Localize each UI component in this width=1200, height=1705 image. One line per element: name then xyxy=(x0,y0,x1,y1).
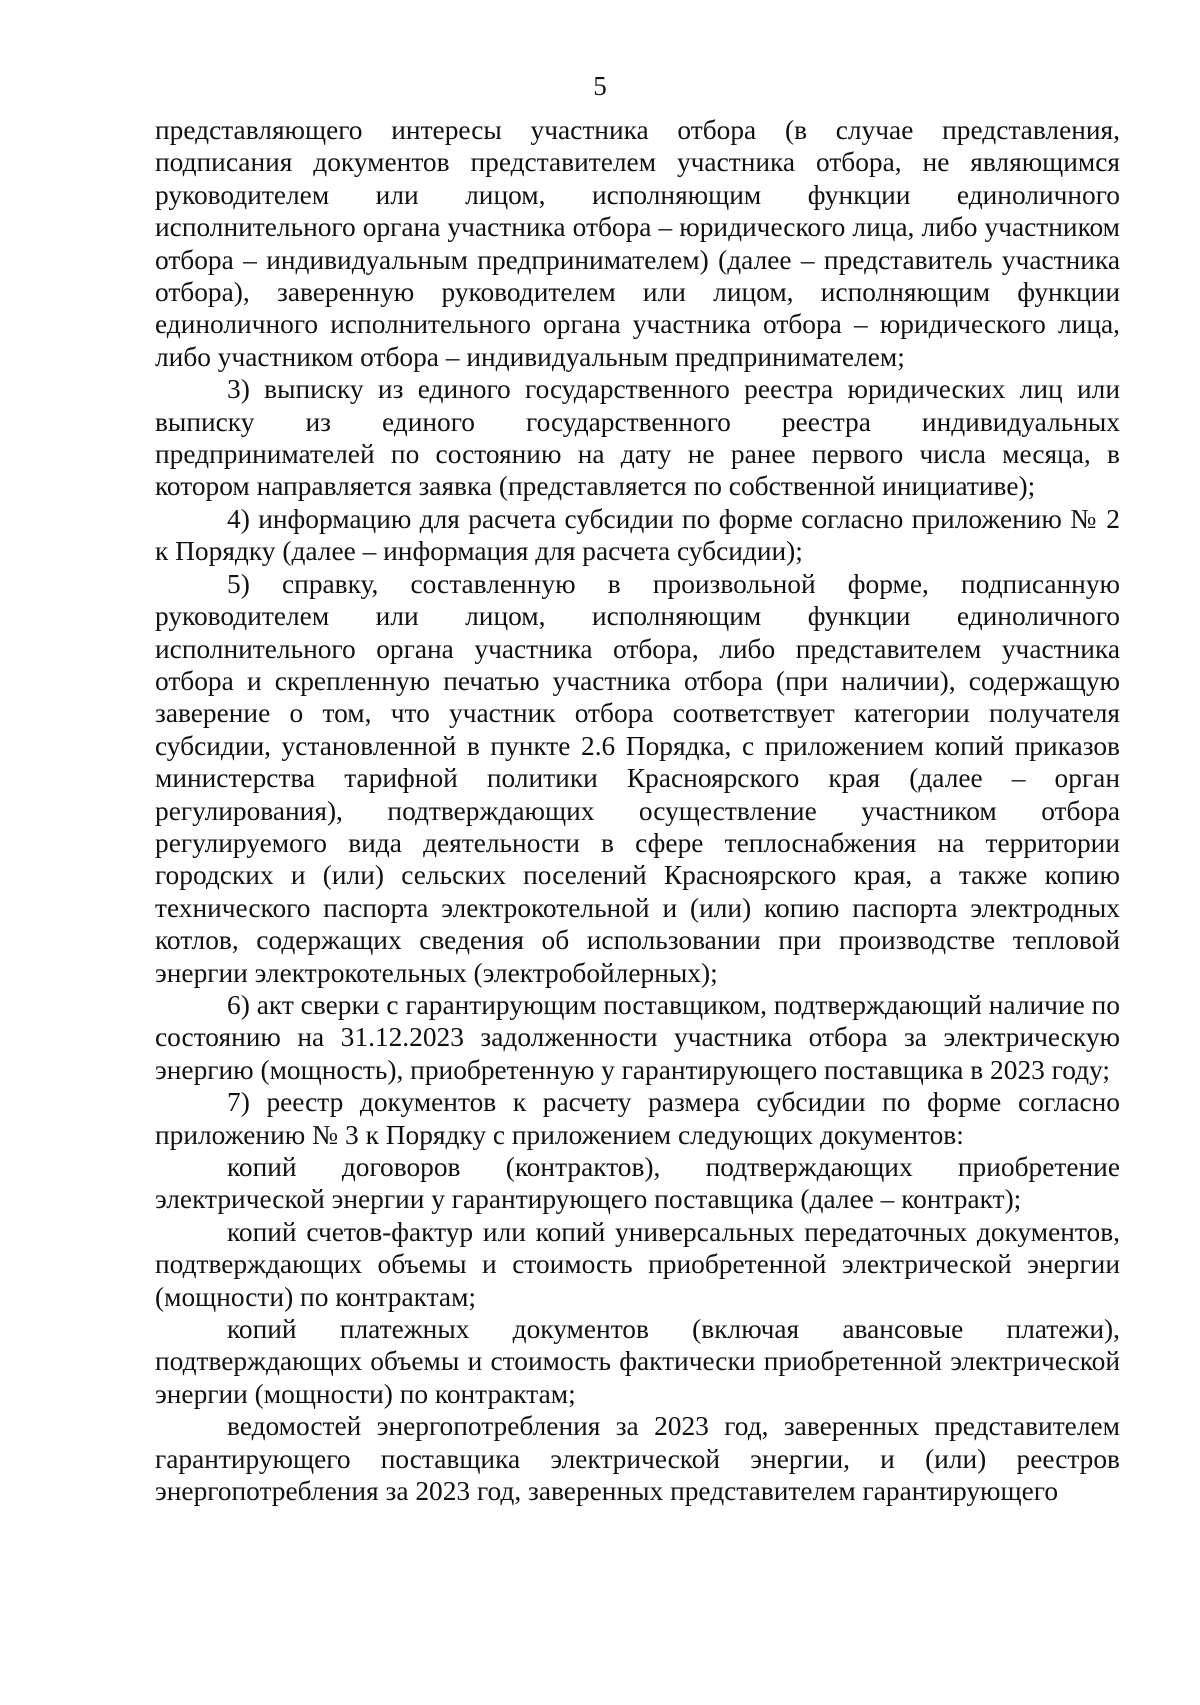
list-item-7: 7) реестр документов к расчету размера субсидии по форме согласно приложению № 3 к Порядку с приложением следующих документов: xyxy=(155,1087,1120,1150)
paragraph-continuation: представляющего интересы участника отбора (в случае представления, подписания документов представителем участника отбора, не являющимся руководителем или лицом, исполняющим функции единоличного исполнительного органа участника отбора – юридического лица, либо участником отбора – индивидуальным предпринимателем) (далее – представитель участника отбора), заверенную руководителем или лицом, исполняющим функции единоличного исполнительного органа участника отбора – юридического лица, либо участником отбора – индивидуальным предпринимателем; xyxy=(155,115,1120,372)
list-item-4: 4) информацию для расчета субсидии по форме согласно приложению № 2 к Порядку (далее – информация для расчета субсидии); xyxy=(155,503,1120,567)
list-item-6: 6) акт сверки с гарантирующим поставщиком, подтверждающий наличие по состоянию на 31.12.2023 задолженности участника отбора за электрическую энергию (мощность), приобретенную у гарантирующего поставщика в 2023 году; xyxy=(155,989,1120,1085)
page-number: 5 xyxy=(593,71,607,101)
sub-item-statements: ведомостей энергопотребления за 2023 год, заверенных представителем гарантирующего поставщика электрической энергии, и (или) реестров энергопотребления за 2023 год, заверенных представителем гарантирующего xyxy=(155,1411,1120,1507)
list-item-5: 5) справку, составленную в произвольной форме, подписанную руководителем или лицом, исполняющим функции единоличного исполнительного органа участника отбора, либо представителем участника отбора и скрепленную печатью участника отбора (при наличии), содержащую заверение о том, что участник отбора соответствует категории получателя субсидии, установленной в пункте 2.6 Порядка, с приложением копий приказов министерства тарифной политики Красноярского края (далее – орган регулирования), подтверждающих осуществление участником отбора регулируемого вида деятельности в сфере теплоснабжения на территории городских и (или) сельских поселений Красноярского края, а также копию технического паспорта электрокотельной и (или) копию паспорта электродных котлов, содержащих сведения об использовании при производстве тепловой энергии электрокотельных (электробойлерных); xyxy=(155,568,1120,988)
sub-item-payments: копий платежных документов (включая авансовые платежи), подтверждающих объемы и стоимость фактически приобретенной электрической энергии (мощности) по контрактам; xyxy=(155,1314,1120,1409)
sub-item-contracts: копий договоров (контрактов), подтверждающих приобретение электрической энергии у гарантирующего поставщика (далее – контракт); xyxy=(155,1152,1120,1215)
list-item-3: 3) выписку из единого государственного реестра юридических лиц или выписку из единого государственного реестра индивидуальных предпринимателей по состоянию на дату не ранее первого числа месяца, в котором направляется заявка (представляется по собственной инициативе); xyxy=(155,374,1120,502)
sub-item-invoices: копий счетов-фактур или копий универсальных передаточных документов, подтверждающих объемы и стоимость приобретенной электрической энергии (мощности) по контрактам; xyxy=(155,1216,1120,1312)
document-body xyxy=(155,114,1120,1507)
